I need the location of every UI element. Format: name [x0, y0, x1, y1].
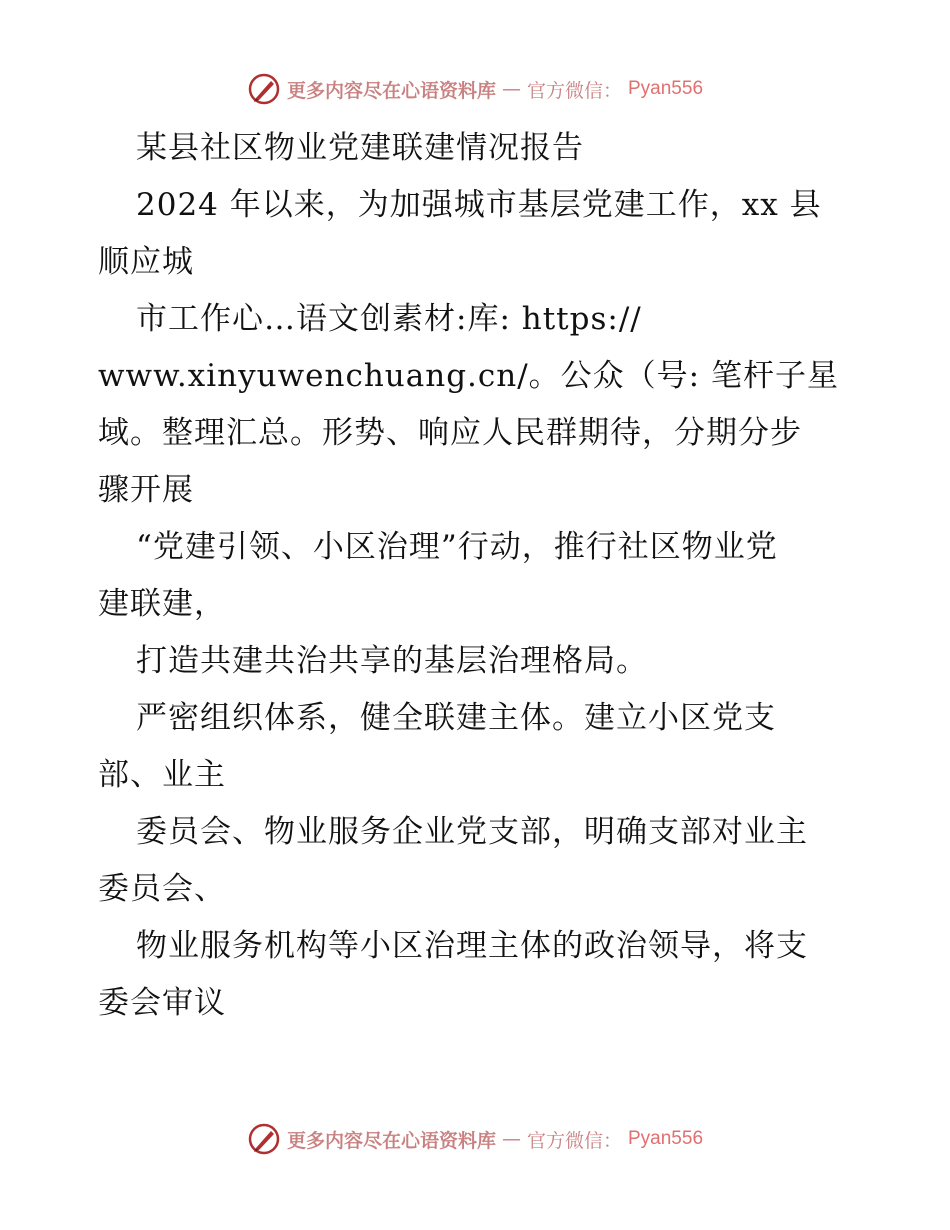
text-line: 2024 年以来，为加强城市基层党建工作，xx 县 — [136, 187, 822, 223]
text-line: 委会审议 — [98, 985, 226, 1021]
watermark-header — [0, 72, 950, 106]
watermark-label: 官方微信： — [526, 79, 622, 102]
text-line: 骤开展 — [98, 472, 194, 508]
text-line: 物业服务机构等小区治理主体的政治领导，将支 — [136, 928, 808, 964]
text-line: 部、业主 — [98, 757, 226, 793]
watermark-main-text: 更多内容尽在心语资料库 — [286, 79, 496, 102]
pen-logo-icon — [247, 72, 281, 106]
text-line: www.xinyuwenchuang.cn/。公众（号: 笔杆子星 — [98, 358, 839, 394]
text-line: 委员会、物业服务企业党支部，明确支部对业主 — [136, 814, 808, 850]
watermark-footer — [0, 1122, 950, 1156]
text-line: 打造共建共治共享的基层治理格局。 — [136, 643, 648, 679]
watermark-main-text: 更多内容尽在心语资料库 — [286, 1129, 496, 1152]
watermark-label: 官方微信： — [526, 1129, 622, 1152]
text-line: 域。整理汇总。形势、响应人民群期待，分期分步 — [98, 415, 802, 451]
watermark-wechat-id: Pyan556 — [628, 1128, 704, 1149]
document-body — [98, 120, 858, 1032]
text-line: “党建引领、小区治理”行动，推行社区物业党 — [136, 529, 778, 565]
text-line: 市工作心…语文创素材:库: https:// — [136, 301, 642, 337]
watermark-separator: — — [501, 1128, 521, 1150]
watermark-separator: — — [501, 78, 521, 100]
text-line: 委员会、 — [98, 871, 226, 907]
text-line: 建联建， — [98, 586, 226, 622]
text-line: 严密组织体系，健全联建主体。建立小区党支 — [136, 700, 776, 736]
watermark-wechat-id: Pyan556 — [628, 78, 704, 99]
text-line: 顺应城 — [98, 244, 194, 280]
pen-logo-icon — [247, 1122, 281, 1156]
document-title: 某县社区物业党建联建情况报告 — [136, 130, 584, 166]
